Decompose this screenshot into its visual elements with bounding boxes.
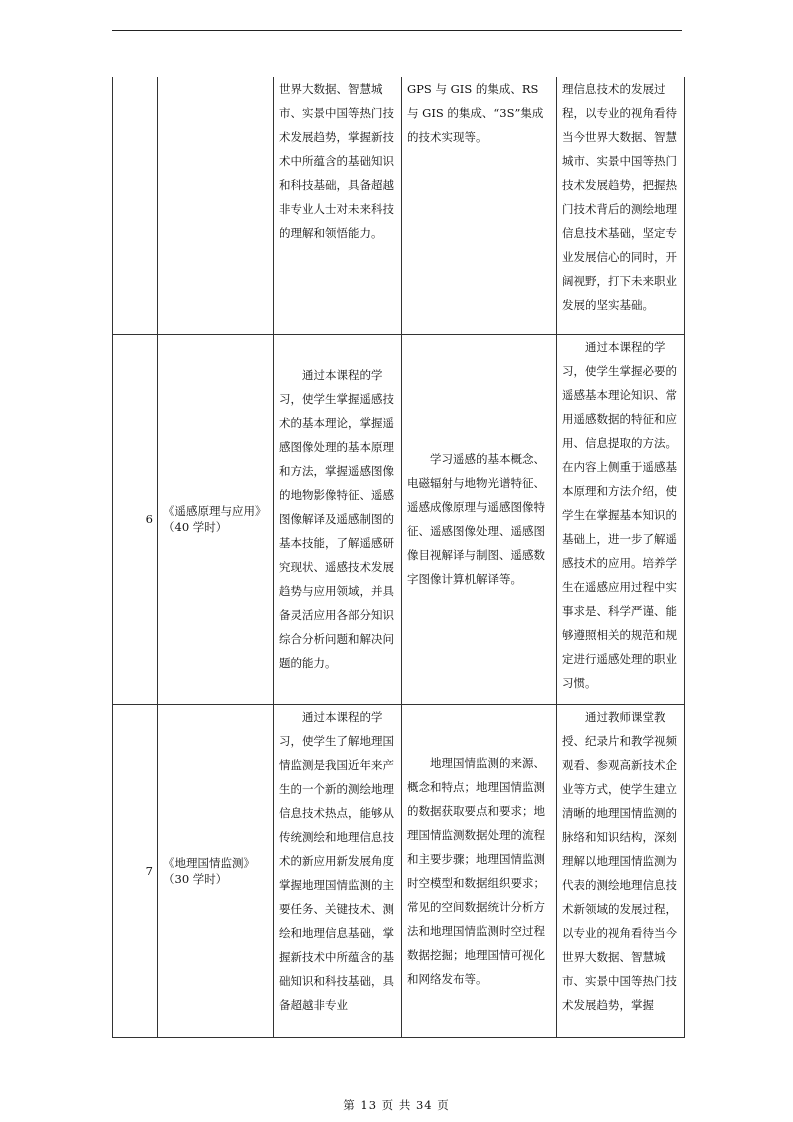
course-number-cell: 7 bbox=[113, 704, 158, 1037]
ideology-cell bbox=[557, 704, 685, 1037]
ideology-cell: 理信息技术的发展过程，以专业的视角看待当今世界大数据、智慧城市、实景中国等热门技术发展趋势，把握热门技术背后的测绘地理信息技术基础，坚定专业发展信心的同时，开阔视野，打下未来职业发展的坚实基础。 bbox=[557, 77, 685, 334]
objectives-cell bbox=[274, 704, 402, 1037]
ideology-cell bbox=[557, 334, 685, 704]
content-cell bbox=[402, 704, 557, 1037]
content-text: 学习遥感的基本概念、电磁辐射与地物光谱特征、遥感成像原理与遥感图像特征、遥感图像处理、遥感图像目视解译与制图、遥感数字图像计算机解译等。 bbox=[407, 452, 545, 586]
table-row bbox=[113, 704, 685, 1037]
content-cell bbox=[402, 334, 557, 704]
content-cell: GPS 与 GIS 的集成、RS 与 GIS 的集成、“3S”集成的技术实现等。 bbox=[402, 77, 557, 334]
table-row bbox=[113, 77, 685, 334]
course-name-cell: 《地理国情监测》（30 学时） bbox=[158, 704, 274, 1037]
ideology-text: 通过教师课堂教授、纪录片和教学视频观看、参观高新技术企业等方式，使学生建立清晰的地理国情监测的脉络和知识结构，深刻理解以地理国情监测为代表的测绘地理信息技术新领域的发展过程，以专业的视角看待当今世界大数据、智慧城市、实景中国等热门技术发展趋势，掌握 bbox=[562, 709, 677, 1012]
objectives-text: 通过本课程的学习，使学生了解地理国情监测是我国近年来产生的一个新的测绘地理信息技术热点，能够从传统测绘和地理信息技术的新应用新发展角度掌握地理国情监测的主要任务、关键技术、测绘和地理信息基础，掌握新技术中所蕴含的基础知识和科技基础，具备超越非专业 bbox=[279, 709, 394, 1012]
header-rule bbox=[112, 30, 682, 31]
course-number-cell bbox=[113, 77, 158, 334]
course-number-cell: 6 bbox=[113, 334, 158, 704]
page-footer bbox=[0, 1097, 793, 1113]
page-number: 第 13 页 共 34 页 bbox=[343, 1098, 450, 1112]
objectives-text: 通过本课程的学习，使学生掌握遥感技术的基本理论，掌握遥感图像处理的基本原理和方法，掌握遥感图像的地物影像特征、遥感图像解译及遥感制图的基本技能，了解遥感研究现状、遥感技术发展趋势与应用领域，并具备灵活应用各部分知识综合分析问题和解决问题的能力。 bbox=[279, 368, 394, 670]
course-name-cell: 《遥感原理与应用》（40 学时） bbox=[158, 334, 274, 704]
course-table bbox=[112, 77, 685, 1038]
objectives-cell bbox=[274, 334, 402, 704]
table-row bbox=[113, 334, 685, 704]
content-text: 地理国情监测的来源、概念和特点；地理国情监测的数据获取要点和要求；地理国情监测数据处理的流程和主要步骤；地理国情监测时空模型和数据组织要求；常见的空间数据统计分析方法和地理国情监测时空过程数据挖掘；地理国情可视化和网络发布等。 bbox=[407, 755, 545, 986]
course-name-cell bbox=[158, 77, 274, 334]
ideology-text: 通过本课程的学习，使学生掌握必要的遥感基本理论知识、常用遥感数据的特征和应用、信息提取的方法。在内容上侧重于遥感基本原理和方法介绍，使学生在掌握基本知识的基础上，进一步了解遥感技术的应用。培养学生在遥感应用过程中实事求是、科学严谨、能够遵照相关的规范和规定进行遥感处理的职业习惯。 bbox=[562, 339, 677, 690]
objectives-cell: 世界大数据、智慧城市、实景中国等热门技术发展趋势，掌握新技术中所蕴含的基础知识和科技基础，具备超越非专业人士对未来科技的理解和领悟能力。 bbox=[274, 77, 402, 334]
